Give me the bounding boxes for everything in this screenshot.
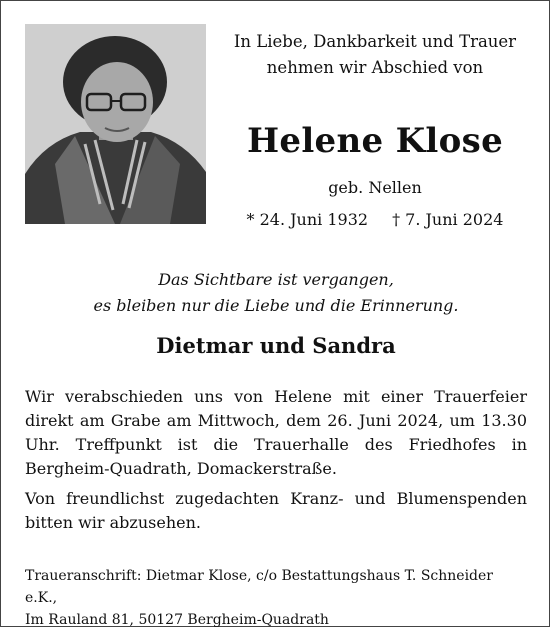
family-signature: Dietmar und Sandra [156,333,396,358]
life-dates [217,209,533,231]
intro-line: nehmen wir Abschied von [266,58,484,77]
address-line: Im Rauland 81, 50127 Bergheim-Quadrath [25,612,329,628]
flowers-paragraph: Von freundlichst zugedachten Kranz- und Blumenspenden bitten wir abzusehen. [25,489,527,532]
mourning-address [25,565,527,631]
deceased-name: Helene Klose [246,121,503,161]
birth-date: * 24. Juni 1932 [246,210,369,229]
death-date: † 7. Juni 2024 [392,210,504,229]
intro-line: In Liebe, Dankbarkeit und Trauer [233,32,517,51]
intro-text [217,29,533,81]
address-line: Traueranschrift: Dietmar Klose, c/o Bestattungshaus T. Schneider e.K., [25,568,493,606]
portrait-photo [25,24,206,224]
quote-line: Das Sichtbare ist vergangen, [158,270,394,289]
quote-line: es bleiben nur die Liebe und die Erinnerung. [93,296,459,315]
memorial-quote [21,267,531,319]
ceremony-details [25,385,527,541]
maiden-name: geb. Nellen [328,178,422,197]
ceremony-paragraph: Wir verabschieden uns von Helene mit einer Trauerfeier direkt am Grabe am Mittwoch, dem 26. Juni 2024, um 13.30 Uhr. Treffpunkt ist die Trauerhalle des Friedhofes in Bergheim-Quadrath, Domackerstraße. [25,387,527,478]
